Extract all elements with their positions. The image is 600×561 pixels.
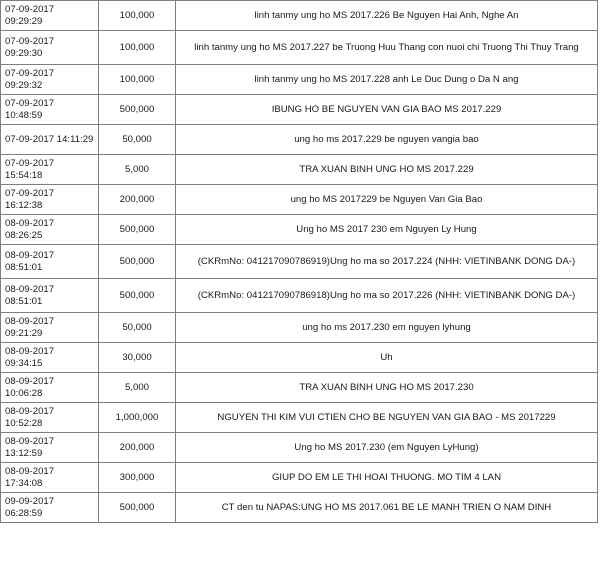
table-row bbox=[1, 1, 598, 31]
transaction-description: NGUYEN THI KIM VUI CTIEN CHO BE NGUYEN VAN GIA BAO - MS 2017229 bbox=[176, 403, 598, 433]
transaction-date: 08-09-2017 08:26:25 bbox=[1, 215, 99, 245]
transaction-description: TRA XUAN BINH UNG HO MS 2017.230 bbox=[176, 373, 598, 403]
transaction-date: 08-09-2017 09:34:15 bbox=[1, 343, 99, 373]
transaction-description: GIUP DO EM LE THI HOAI THUONG. MO TIM 4 LAN bbox=[176, 463, 598, 493]
transaction-amount: 50,000 bbox=[99, 313, 176, 343]
transaction-amount: 100,000 bbox=[99, 65, 176, 95]
transaction-date: 07-09-2017 15:54:18 bbox=[1, 155, 99, 185]
table-row bbox=[1, 313, 598, 343]
transaction-amount: 500,000 bbox=[99, 279, 176, 313]
transaction-description: ung ho MS 2017229 be Nguyen Van Gia Bao bbox=[176, 185, 598, 215]
transaction-date: 07-09-2017 14:11:29 bbox=[1, 125, 99, 155]
table-row bbox=[1, 279, 598, 313]
transactions-body bbox=[1, 1, 598, 523]
transaction-date: 08-09-2017 17:34:08 bbox=[1, 463, 99, 493]
transaction-date: 07-09-2017 09:29:32 bbox=[1, 65, 99, 95]
transaction-amount: 5,000 bbox=[99, 155, 176, 185]
transaction-date: 07-09-2017 10:48:59 bbox=[1, 95, 99, 125]
transaction-description: (CKRmNo: 041217090786918)Ung ho ma so 2017.226 (NHH: VIETINBANK DONG DA-) bbox=[176, 279, 598, 313]
transaction-date: 08-09-2017 10:52:28 bbox=[1, 403, 99, 433]
table-row bbox=[1, 493, 598, 523]
table-row bbox=[1, 95, 598, 125]
transaction-amount: 200,000 bbox=[99, 433, 176, 463]
transaction-amount: 500,000 bbox=[99, 215, 176, 245]
transaction-description: CT den tu NAPAS:UNG HO MS 2017.061 BE LE MANH TRIEN O NAM DINH bbox=[176, 493, 598, 523]
transaction-description: IBUNG HO BE NGUYEN VAN GIA BAO MS 2017.229 bbox=[176, 95, 598, 125]
transaction-date: 08-09-2017 08:51:01 bbox=[1, 279, 99, 313]
table-row bbox=[1, 433, 598, 463]
table-row bbox=[1, 343, 598, 373]
transaction-date: 08-09-2017 09:21:29 bbox=[1, 313, 99, 343]
transaction-date: 08-09-2017 10:06:28 bbox=[1, 373, 99, 403]
transaction-date: 08-09-2017 13:12:59 bbox=[1, 433, 99, 463]
transaction-amount: 300,000 bbox=[99, 463, 176, 493]
table-row bbox=[1, 403, 598, 433]
transaction-description: Ung ho MS 2017 230 em Nguyen Ly Hung bbox=[176, 215, 598, 245]
transaction-description: ung ho ms 2017.230 em nguyen lyhung bbox=[176, 313, 598, 343]
transaction-description: TRA XUAN BINH UNG HO MS 2017.229 bbox=[176, 155, 598, 185]
transaction-date: 07-09-2017 09:29:30 bbox=[1, 31, 99, 65]
transaction-amount: 100,000 bbox=[99, 1, 176, 31]
transaction-description: linh tanmy ung ho MS 2017.227 be Truong Huu Thang con nuoi chi Truong Thi Thuy Trang bbox=[176, 31, 598, 65]
transaction-amount: 500,000 bbox=[99, 95, 176, 125]
transaction-description: (CKRmNo: 041217090786919)Ung ho ma so 2017.224 (NHH: VIETINBANK DONG DA-) bbox=[176, 245, 598, 279]
table-row bbox=[1, 373, 598, 403]
transaction-date: 08-09-2017 08:51:01 bbox=[1, 245, 99, 279]
transaction-amount: 50,000 bbox=[99, 125, 176, 155]
transaction-amount: 5,000 bbox=[99, 373, 176, 403]
transaction-description: ung ho ms 2017.229 be nguyen vangia bao bbox=[176, 125, 598, 155]
transaction-amount: 30,000 bbox=[99, 343, 176, 373]
table-row bbox=[1, 65, 598, 95]
table-row bbox=[1, 185, 598, 215]
transaction-amount: 1,000,000 bbox=[99, 403, 176, 433]
transaction-amount: 500,000 bbox=[99, 493, 176, 523]
table-row bbox=[1, 155, 598, 185]
table-row bbox=[1, 463, 598, 493]
transaction-description: Uh bbox=[176, 343, 598, 373]
transaction-amount: 200,000 bbox=[99, 185, 176, 215]
transaction-description: Ung ho MS 2017.230 (em Nguyen LyHung) bbox=[176, 433, 598, 463]
table-row bbox=[1, 125, 598, 155]
transaction-date: 09-09-2017 06:28:59 bbox=[1, 493, 99, 523]
transaction-date: 07-09-2017 09:29:29 bbox=[1, 1, 99, 31]
transaction-amount: 500,000 bbox=[99, 245, 176, 279]
transaction-date: 07-09-2017 16:12:38 bbox=[1, 185, 99, 215]
transaction-description: linh tanmy ung ho MS 2017.228 anh Le Duc Dung o Da N ang bbox=[176, 65, 598, 95]
table-row bbox=[1, 215, 598, 245]
table-row bbox=[1, 245, 598, 279]
transaction-description: linh tanmy ung ho MS 2017.226 Be Nguyen Hai Anh, Nghe An bbox=[176, 1, 598, 31]
table-row bbox=[1, 31, 598, 65]
transaction-amount: 100,000 bbox=[99, 31, 176, 65]
